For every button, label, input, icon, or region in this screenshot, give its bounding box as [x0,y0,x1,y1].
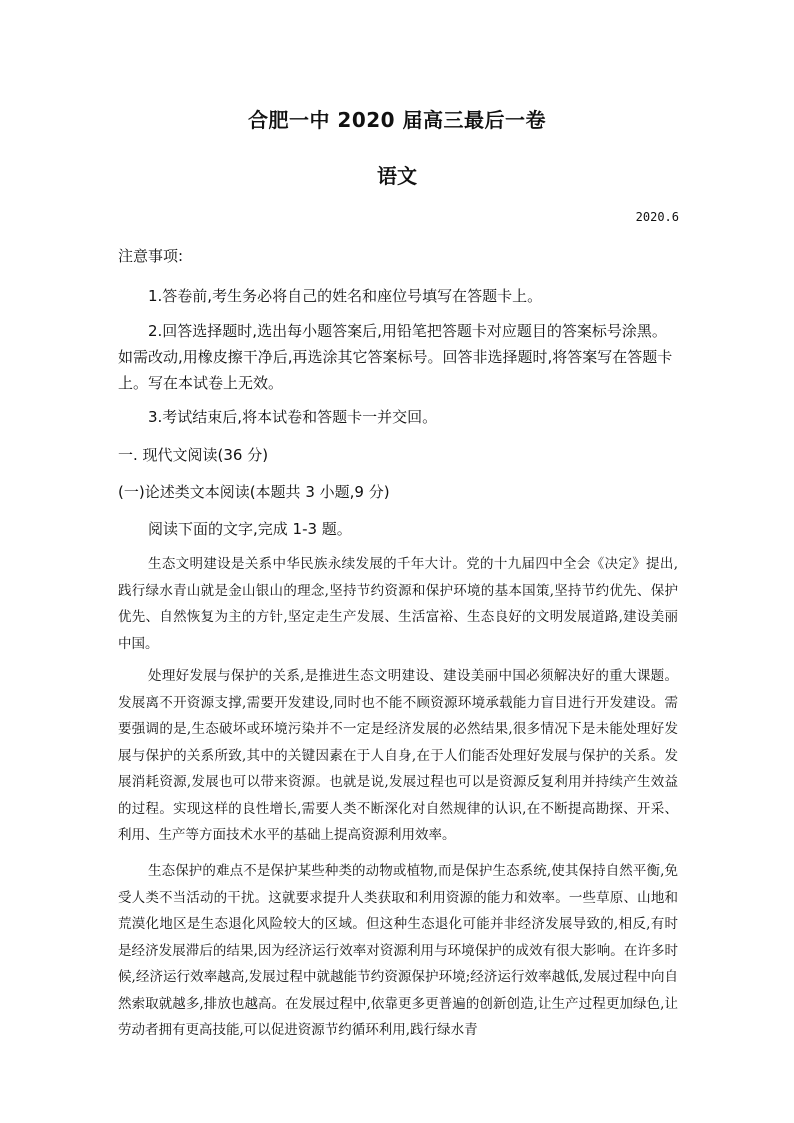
notice-item-3: 3.考试结束后,将本试卷和答题卡一并交回。 [148,408,438,426]
section-subheading: (一)论述类文本阅读(本题共 3 小题,9 分) [118,483,390,501]
notice-heading: 注意事项: [118,247,184,265]
passage-paragraph-2: 处理好发展与保护的关系,是推进生态文明建设、建设美丽中国必须解决好的重大课题。发展离不开资源支撑,需要开发建设,同时也不能不顾资源环境承载能力盲目进行开发建设。需要强调的是,生态破坏或环境污染并不一定是经济发展的必然结果,很多情况下是未能处理好发展与保护的关系所致,其中的关键因素在于人自身,在于人们能否处理好发展与保护的关系。发展消耗资源,发展也可以带来资源。也就是说,发展过程也可以是资源反复利用并持续产生效益的过程。实现这样的良性增长,需要人类不断深化对自然规律的认识,在不断提高勘探、开采、利用、生产等方面技术水平的基础上提高资源利用效率。 [118,668,678,843]
subject-title: 语文 [377,164,417,188]
exam-date: 2020.6 [635,210,679,224]
notice-item-2: 2.回答选择题时,选出每小题答案后,用铅笔把答题卡对应题目的答案标号涂黑。如需改动,用橡皮擦干净后,再选涂其它答案标号。回答非选择题时,将答案写在答题卡上。写在本试卷上无效。 [118,322,673,392]
section-heading: 一. 现代文阅读(36 分) [118,446,269,464]
notice-item-1: 1.答卷前,考生务必将自己的姓名和座位号填写在答题卡上。 [148,287,543,305]
passage-paragraph-1: 生态文明建设是关系中华民族永续发展的千年大计。党的十九届四中全会《决定》提出,践行绿水青山就是金山银山的理念,坚持节约资源和保护环境的基本国策,坚持节约优先、保护优先、自然恢复为主的方针,坚定走生产发展、生活富裕、生态良好的文明发展道路,建设美丽中国。 [118,556,678,652]
reading-instruction: 阅读下面的文字,完成 1-3 题。 [148,520,352,538]
passage-paragraph-3: 生态保护的难点不是保护某些种类的动物或植物,而是保护生态系统,使其保持自然平衡,免受人类不当活动的干扰。这就要求提升人类获取和利用资源的能力和效率。一些草原、山地和荒漠化地区是生态退化风险较大的区域。但这种生态退化可能并非经济发展导致的,相反,有时是经济发展滞后的结果,因为经济运行效率对资源利用与环境保护的成效有很大影响。在许多时候,经济运行效率越高,发展过程中就越能节约资源保护环境;经济运行效率越低,发展过程中向自然索取就越多,排放也越高。在发展过程中,依靠更多更普遍的创新创造,让生产过程更加绿色,让劳动者拥有更高技能,可以促进资源节约循环利用,践行绿水青 [118,863,678,1038]
exam-title: 合肥一中 2020 届高三最后一卷 [247,108,547,132]
